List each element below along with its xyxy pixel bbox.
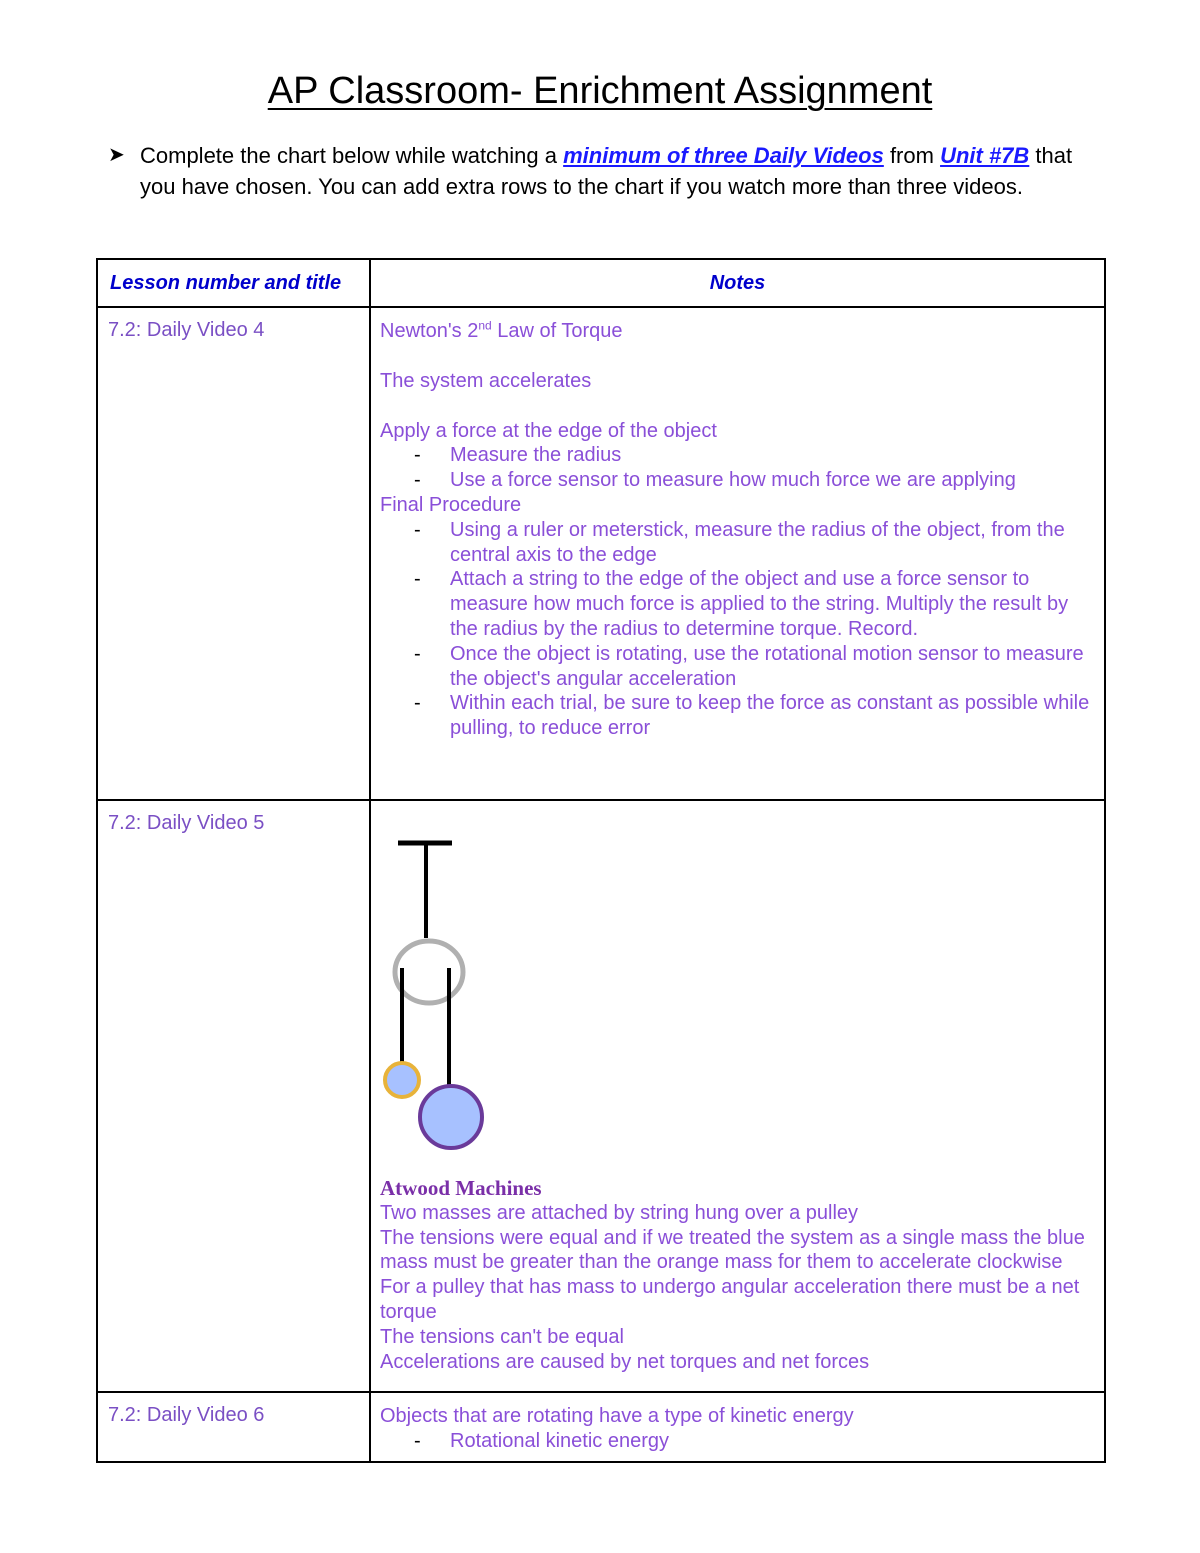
notes-line: Apply a force at the edge of the object (380, 419, 717, 442)
page-title: AP Classroom- Enrichment Assignment (267, 70, 933, 112)
lesson-cell: 7.2: Daily Video 5 (97, 800, 370, 1392)
notes-line1-sup: nd (478, 318, 492, 333)
notes-line (380, 319, 1094, 344)
list-item: - Attach a string to the edge of the object and use a force sensor to measure how much force is applied to the string. Multiply the result by the radius by the radius to determine torque. Record. (380, 567, 1094, 641)
large-mass-icon (420, 1086, 482, 1148)
instructions-part3: that you have chosen. You can add extra rows to the chart if you watch more than three videos. (140, 143, 1073, 199)
arrow-bullet-icon: ➤ (108, 144, 125, 166)
notes-line: The system accelerates (380, 369, 592, 392)
notes-cell (370, 1392, 1105, 1462)
notes-line1-pre: Newton's 2 (380, 320, 479, 342)
minimum-videos-link[interactable]: minimum of three Daily Videos (563, 143, 884, 168)
atwood-machine-diagram (380, 826, 510, 1156)
notes-line: Two masses are attached by string hung over a pulley (380, 1201, 859, 1224)
list-item: - Measure the radius (380, 443, 1094, 468)
notes-line: The tensions were equal and if we treated the system as a single mass the blue mass must be greater than the orange mass for them to accelerate clockwise (380, 1226, 1085, 1274)
list-item: - Use a force sensor to measure how much force we are applying (380, 468, 1094, 493)
list-item: - Using a ruler or meterstick, measure the radius of the object, from the central axis to the edge (380, 518, 1094, 568)
instructions-text (108, 140, 1088, 202)
lesson-cell: 7.2: Daily Video 6 (97, 1392, 370, 1462)
instructions (108, 140, 1088, 202)
instructions-part1: Complete the chart below while watching a (140, 143, 564, 168)
notes-line: The tensions can't be equal (380, 1325, 624, 1348)
notes-line: For a pulley that has mass to undergo angular acceleration there must be a net torque (380, 1276, 1080, 1323)
notes-bullet-list (380, 443, 1094, 493)
lesson-cell: 7.2: Daily Video 4 (97, 307, 370, 800)
notes-bullet-list (380, 518, 1094, 741)
header-lesson: Lesson number and title (97, 259, 370, 307)
header-notes: Notes (370, 259, 1105, 307)
list-item: - Rotational kinetic energy (380, 1429, 1094, 1454)
small-mass-icon (385, 1063, 419, 1097)
table-row (97, 307, 1105, 800)
table-row (97, 800, 1105, 1392)
pulley-icon (395, 941, 463, 1003)
unit-link[interactable]: Unit #7B (940, 143, 1030, 168)
instructions-part2: from (883, 143, 941, 168)
atwood-heading: Atwood Machines (380, 1176, 542, 1200)
table-row (97, 1392, 1105, 1462)
notes-line1-post: Law of Torque (491, 320, 623, 342)
notes-cell (370, 800, 1105, 1392)
notes-line: Final Procedure (380, 493, 522, 516)
notes-table (96, 258, 1106, 1463)
list-item: - Once the object is rotating, use the rotational motion sensor to measure the object's angular acceleration (380, 642, 1094, 692)
notes-cell (370, 307, 1105, 800)
notes-bullet-list (380, 1429, 1094, 1454)
notes-line: Accelerations are caused by net torques and net forces (380, 1350, 870, 1373)
list-item: - Within each trial, be sure to keep the force as constant as possible while pulling, to reduce error (380, 691, 1094, 741)
notes-line: Objects that are rotating have a type of kinetic energy (380, 1405, 854, 1427)
